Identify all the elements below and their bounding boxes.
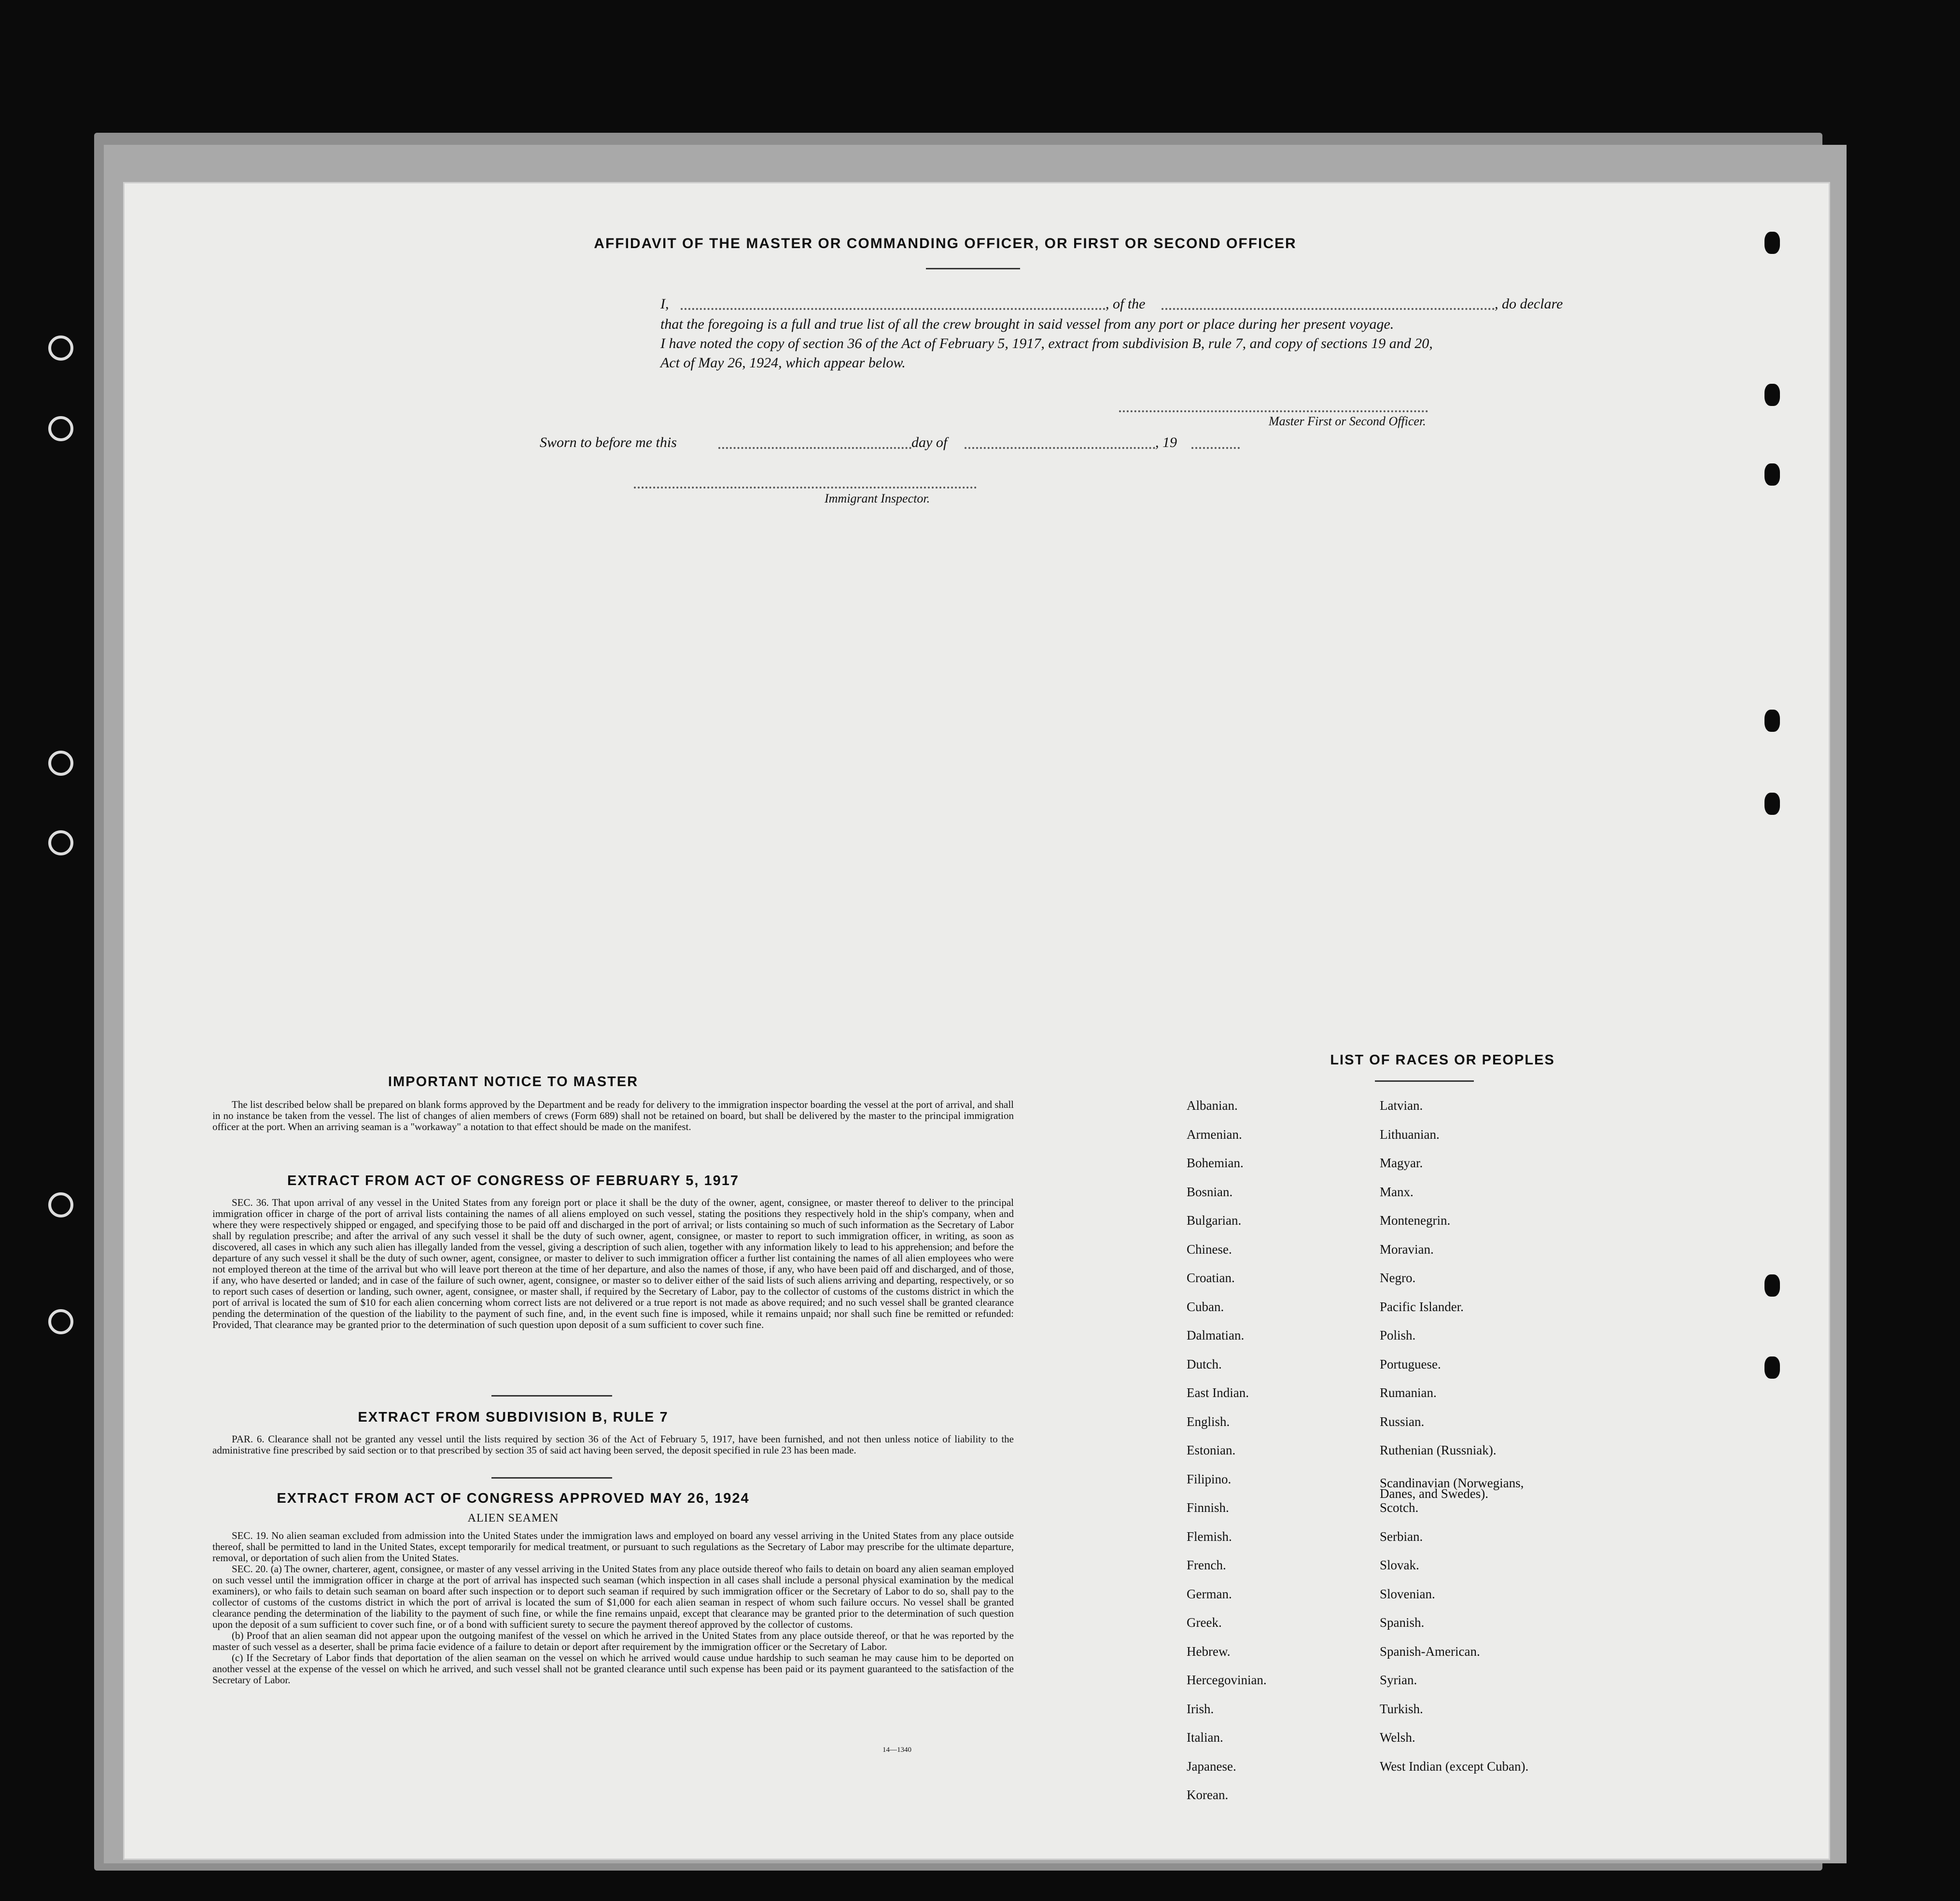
inspector-label: Immigrant Inspector. (825, 491, 930, 505)
races-title: LIST OF RACES OR PEOPLES (1330, 1052, 1555, 1068)
race-item: Flemish. (1187, 1529, 1232, 1544)
punch-hole (1764, 232, 1780, 254)
sec-36-paragraph: SEC. 36. That upon arrival of any vessel in the United States from any foreign port or place it shall be the duty of the owner, agent, consignee, or master thereof to deliver to the principal immigration officer in charge of the port of arrival lists containing the names of all aliens employed on such vessel, stating the positions they respectively hold in the ship's company, when and where they were respectively shipped or engaged, and specifying those to be paid off and discharged in the port of arrival; or lists containing so much of such information as the Secretary of Labor shall by regulation prescribe; and after the arrival of any such vessel it shall be the duty of such owner, agent, consignee, or master to report to such immigration officer, in writing, as soon as discovered, all cases in which any such alien has illegally landed from the vessel, giving a description of such alien, together with any information likely to lead to his apprehension; and before the departure of any such vessel it shall be the duty of such owner, agent, consignee, or master to deliver to such immigration officer a further list containing the names of all alien employees who were not employed thereon at the time of the arrival but who will leave port thereon at the time of her departure, and also the names of those, if any, who have been paid off and discharged, and of those, if any, who have deserted or landed; and in case of the failure of such owner, agent, consignee, or master so to deliver either of the said lists of such aliens arriving and departing, respectively, or so to report such cases of desertion or landing, such owner, agent, consignee, or master shall, if required by the Secretary of Labor, pay to the collector of customs of the customs district in which the port of arrival is located the sum of $10 for each alien concerning whom correct lists are not delivered or a true report is not made as above required; and no such vessel shall be granted clearance pending the determination of the question of the liability to the payment of such fine, and, in the event such fine is imposed, while it remains unpaid; nor shall such fine be remitted or refunded: Provided, That clearance may be granted prior to the determination of such question upon deposit of a sum sufficient to cover such fine. (212, 1197, 1014, 1330)
race-item: Magyar. (1380, 1156, 1423, 1170)
race-item: Albanian. (1187, 1098, 1238, 1113)
race-item: Ruthenian (Russniak). (1380, 1443, 1497, 1457)
punch-hole (1764, 384, 1780, 406)
race-item: Moravian. (1380, 1242, 1434, 1257)
race-item: Pacific Islander. (1380, 1299, 1464, 1314)
race-item: Dutch. (1187, 1356, 1222, 1371)
affidavit-of-the: , of the (1106, 296, 1146, 312)
race-item: Italian. (1187, 1730, 1223, 1745)
race-item: Scandinavian (Norwegians, (1380, 1475, 1524, 1490)
punch-hole (1764, 710, 1780, 732)
race-item: Estonian. (1187, 1443, 1236, 1457)
alien-seamen-subtitle: ALIEN SEAMEN (467, 1512, 559, 1524)
extract-rule7-title: EXTRACT FROM SUBDIVISION B, RULE 7 (358, 1410, 669, 1425)
binder-hole (48, 830, 73, 855)
race-item: Scotch. (1380, 1500, 1419, 1515)
sworn-month-blank[interactable] (965, 447, 1155, 449)
punch-hole (1764, 463, 1780, 486)
race-item: Serbian. (1380, 1529, 1423, 1544)
inspector-signature-blank[interactable] (634, 487, 977, 489)
race-item: Welsh. (1380, 1730, 1415, 1745)
binder-hole (48, 1309, 73, 1334)
form-number: 14—1340 (882, 1746, 911, 1754)
notice-text (212, 1099, 1014, 1132)
race-item: Russian. (1380, 1414, 1425, 1429)
divider (926, 268, 1020, 269)
punch-hole (1764, 793, 1780, 815)
affidavit-title: AFFIDAVIT OF THE MASTER OR COMMANDING OFFICER, OR FIRST OR SECOND OFFICER (594, 236, 1297, 252)
race-item: Syrian. (1380, 1673, 1417, 1687)
race-item: Danes, and Swedes). (1380, 1486, 1488, 1501)
race-item: Irish. (1187, 1701, 1214, 1716)
sec-20b-paragraph: (b) Proof that an alien seaman did not appear upon the outgoing manifest of the vessel on which he arrived in the United States from any place outside thereof, or that he was reported by the master of such vessel as a deserter, shall be prima facie evidence of a failure to detain or deport after requirement by the immigration officer or the Secretary of Labor. (212, 1630, 1014, 1652)
race-item: Lithuanian. (1380, 1127, 1440, 1142)
race-item: West Indian (except Cuban). (1380, 1759, 1529, 1774)
sec-20c-paragraph: (c) If the Secretary of Labor finds that deportation of the alien seaman on the vessel on which he arrived would cause undue hardship to such seaman he may cause him to be deported on another vessel at the expense of the vessel on which he arrived, and such vessel shall not be granted clearance until such expense has been paid or its payment guaranteed to the satisfaction of the Secretary of Labor. (212, 1652, 1014, 1686)
race-item: Hebrew. (1187, 1644, 1231, 1659)
race-item: Filipino. (1187, 1471, 1232, 1486)
sec-19-paragraph: SEC. 19. No alien seaman excluded from admission into the United States under the immigration laws and employed on board any vessel arriving in the United States from any place outside thereof, shall be permitted to land in the United States, except temporarily for medical treatment, or pursuant to such regulations as the Secretary of Labor may prescribe for the ultimate departure, removal, or deportation of such alien from the United States. (212, 1530, 1014, 1564)
race-item: Slovenian. (1380, 1586, 1435, 1601)
race-item: Hercegovinian. (1187, 1673, 1267, 1687)
race-item: Spanish. (1380, 1615, 1425, 1630)
affidavit-do-declare: , do declare (1495, 296, 1563, 312)
vessel-blank[interactable] (1162, 308, 1495, 310)
binder-hole (48, 416, 73, 441)
sworn-text: Sworn to before me this (540, 434, 677, 450)
punch-hole (1764, 1274, 1780, 1297)
race-item: Bulgarian. (1187, 1213, 1242, 1228)
race-item: French. (1187, 1558, 1226, 1572)
race-item: Finnish. (1187, 1500, 1229, 1515)
race-item: Manx. (1380, 1184, 1414, 1199)
affidavit-i: I, (660, 296, 669, 312)
sec-20a-paragraph: SEC. 20. (a) The owner, charterer, agent, consignee, or master of any vessel arriving in the United States from any place outside thereof who fails to detain on board any alien seaman employed on such vessel until the immigration officer in charge at the port of arrival has inspected such seaman (which inspection in all cases shall include a personal physical examination by the medical examiners), or who fails to detain such seaman on board after such inspection or to deport such seaman if required by such immigration officer or the Secretary of Labor to do so, shall pay to the collector of customs of the customs district in which the port of arrival is located the sum of $1,000 for each alien seaman in respect of whom such failure occurs. No vessel shall be granted clearance pending the determination of the liability to the payment of such fine, or while the fine remains unpaid, except that clearance may be granted prior to the determination of such question upon the deposit of a sum sufficient to cover such fine, or of a bond with sufficient surety to secure the payment thereof approved by the collector of customs. (212, 1563, 1014, 1630)
race-item: Greek. (1187, 1615, 1222, 1630)
par-6-paragraph: PAR. 6. Clearance shall not be granted any vessel until the lists required by section 36 of the Act of February 5, 1917, have been furnished, and not then unless notice of liability to the administrative fine prescribed by said section or to that prescribed by section 35 of said act having been served, the deposit specified in rule 23 has been made. (212, 1433, 1014, 1456)
binder-hole (48, 751, 73, 776)
year-text: , 19 (1155, 434, 1177, 450)
race-item: German. (1187, 1586, 1232, 1601)
punch-hole (1764, 1356, 1780, 1379)
race-item: Croatian. (1187, 1271, 1235, 1285)
divider (491, 1395, 612, 1397)
affidavit-line-1 (660, 296, 669, 312)
race-item: Latvian. (1380, 1098, 1423, 1113)
race-item: Montenegrin. (1380, 1213, 1451, 1228)
extract-rule7-text (212, 1434, 1014, 1456)
binder-hole (48, 335, 73, 361)
name-blank[interactable] (681, 308, 1106, 310)
affidavit-line-4: Act of May 26, 1924, which appear below. (660, 355, 906, 371)
race-item: Bohemian. (1187, 1156, 1244, 1170)
race-item: Turkish. (1380, 1701, 1423, 1716)
sworn-year-blank[interactable] (1191, 447, 1240, 449)
day-of-text: day of (911, 434, 948, 450)
master-signature-blank[interactable] (1119, 410, 1428, 412)
master-label: Master First or Second Officer. (1269, 414, 1426, 428)
race-item: Japanese. (1187, 1759, 1236, 1774)
extract-1924-text (212, 1530, 1014, 1686)
race-item: Bosnian. (1187, 1184, 1233, 1199)
race-item: Armenian. (1187, 1127, 1242, 1142)
manifest-page (125, 183, 1829, 1859)
extract-1917-title: EXTRACT FROM ACT OF CONGRESS OF FEBRUARY 5, 1917 (287, 1173, 740, 1188)
sworn-day-blank[interactable] (718, 447, 911, 449)
race-item: English. (1187, 1414, 1230, 1429)
extract-1924-title: EXTRACT FROM ACT OF CONGRESS APPROVED MAY 26, 1924 (277, 1491, 750, 1506)
extract-1917-text (212, 1197, 1014, 1330)
race-item: Chinese. (1187, 1242, 1232, 1257)
race-item: Cuban. (1187, 1299, 1224, 1314)
notice-title: IMPORTANT NOTICE TO MASTER (388, 1074, 639, 1090)
notice-paragraph: The list described below shall be prepared on blank forms approved by the Department and be ready for delivery to the immigration inspector boarding the vessel at the port of arrival, and shall in no instance be taken from the vessel. The list of changes of alien members of crews (Form 689) shall not be retained on board, but shall be delivered by the master to the principal immigration officer at the port. When an arriving seaman is a "workaway" a notation to that effect should be made on the manifest. (212, 1099, 1014, 1132)
divider (491, 1477, 612, 1479)
race-item: Polish. (1380, 1328, 1416, 1342)
race-item: Slovak. (1380, 1558, 1419, 1572)
divider (1375, 1080, 1474, 1082)
affidavit-line-2: that the foregoing is a full and true list of all the crew brought in said vessel from any port or place during her present voyage. (660, 316, 1394, 332)
race-item: East Indian. (1187, 1385, 1249, 1400)
race-item: Dalmatian. (1187, 1328, 1245, 1342)
race-item: Spanish-American. (1380, 1644, 1480, 1659)
race-item: Korean. (1187, 1788, 1229, 1802)
race-item: Portuguese. (1380, 1356, 1441, 1371)
affidavit-line-3: I have noted the copy of section 36 of the Act of February 5, 1917, extract from subdivision B, rule 7, and copy of sections 19 and 20, (660, 335, 1433, 351)
race-item: Negro. (1380, 1271, 1416, 1285)
race-item: Rumanian. (1380, 1385, 1437, 1400)
binder-hole (48, 1192, 73, 1217)
